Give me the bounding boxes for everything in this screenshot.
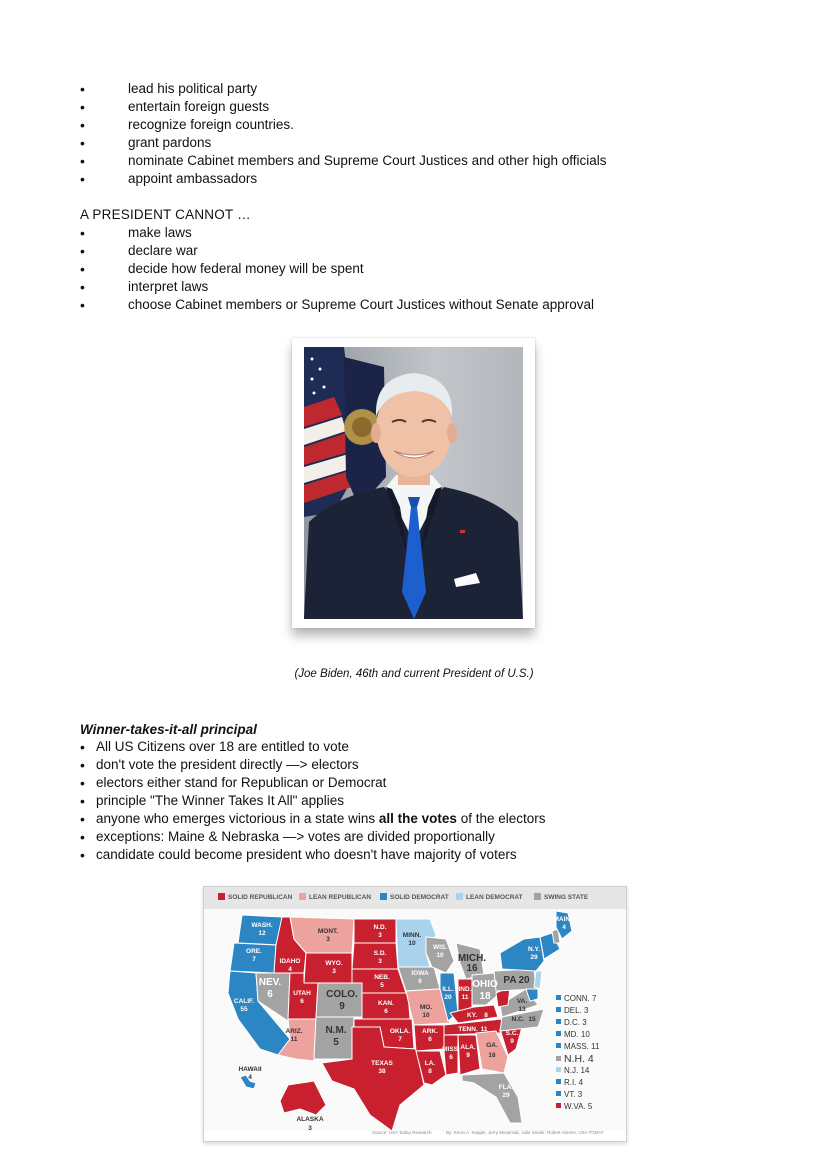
svg-text:11: 11 [290, 1036, 298, 1043]
svg-text:S.C.: S.C. [505, 1030, 519, 1037]
legend-lean-republican: LEAN REPUBLICAN [299, 893, 371, 903]
list-item: • make laws [80, 224, 594, 242]
svg-text:N.M.: N.M. [325, 1025, 347, 1036]
svg-text:MINN.: MINN. [402, 932, 422, 939]
svg-text:55: 55 [240, 1006, 248, 1013]
list-item [80, 810, 546, 828]
svg-text:IDAHO: IDAHO [279, 958, 301, 965]
portrait-illustration [304, 347, 523, 619]
legend-swing-state: SWING STATE [534, 893, 588, 903]
svg-text:OHIO: OHIO [472, 979, 498, 990]
svg-text:5: 5 [380, 982, 384, 989]
svg-text:ORE.: ORE. [246, 948, 262, 955]
map-credits: By: Kevin A. Kepple, Jerry Mosemak, Julie Snider, Robert Ahrens, USA TODAY [446, 1130, 604, 1135]
svg-text:WASH.: WASH. [251, 922, 273, 929]
svg-text:13: 13 [518, 1006, 526, 1013]
svg-text:N.C.: N.C. [511, 1016, 525, 1023]
svg-text:11: 11 [480, 1026, 488, 1033]
svg-text:6: 6 [449, 1054, 453, 1061]
legend-solid-republican: SOLID REPUBLICAN [218, 893, 292, 903]
svg-text:38: 38 [378, 1068, 386, 1075]
list-item: • candidate could become president who doesn't have majority of voters [80, 846, 546, 864]
president-portrait-photo [304, 347, 523, 619]
list-item: • interpret laws [80, 278, 594, 296]
list-item: • lead his political party [80, 80, 607, 98]
list-item: • electors either stand for Republican or Democrat [80, 774, 546, 792]
svg-text:6: 6 [418, 978, 422, 985]
svg-text:ALA.: ALA. [460, 1044, 476, 1051]
small-state-item: R.I. 4 [556, 1077, 599, 1089]
small-state-item: D.C. 3 [556, 1017, 599, 1029]
svg-text:9: 9 [466, 1052, 470, 1059]
map-legend [204, 887, 626, 909]
svg-text:20: 20 [444, 994, 452, 1001]
svg-text:PA: PA [503, 975, 517, 986]
svg-text:7: 7 [252, 956, 256, 963]
svg-text:6: 6 [267, 989, 273, 1000]
list-item: • nominate Cabinet members and Supreme Court Justices and other high officials [80, 152, 607, 170]
svg-text:3: 3 [308, 1125, 312, 1131]
svg-text:IND.: IND. [458, 986, 472, 993]
svg-text:WIS.: WIS. [432, 944, 448, 951]
list-item: • choose Cabinet members or Supreme Court Justices without Senate approval [80, 296, 594, 314]
svg-text:10: 10 [422, 1012, 430, 1019]
list-item: • appoint ambassadors [80, 170, 607, 188]
svg-text:N.Y.: N.Y. [528, 946, 540, 953]
list-item: • don't vote the president directly —> electors [80, 756, 546, 774]
electoral-map [203, 886, 627, 1142]
svg-text:NEB.: NEB. [374, 974, 390, 981]
svg-text:HAWAII: HAWAII [238, 1066, 262, 1073]
svg-text:WYO.: WYO. [325, 960, 343, 967]
svg-text:8: 8 [428, 1068, 432, 1075]
svg-text:4: 4 [248, 1074, 252, 1081]
svg-text:NEV.: NEV. [258, 977, 282, 988]
svg-text:6: 6 [300, 998, 304, 1005]
svg-text:MICH.: MICH. [457, 953, 487, 964]
svg-text:ALASKA: ALASKA [296, 1116, 324, 1123]
small-state-item: N.H. 4 [556, 1053, 599, 1065]
list-item: • declare war [80, 242, 594, 260]
svg-text:4: 4 [562, 924, 566, 931]
svg-text:TEXAS: TEXAS [371, 1060, 393, 1067]
state-nj [534, 971, 542, 989]
svg-text:4: 4 [288, 966, 292, 973]
svg-text:TENN.: TENN. [458, 1026, 478, 1033]
svg-text:8: 8 [484, 1012, 488, 1019]
svg-text:KY.: KY. [466, 1012, 478, 1019]
svg-text:CALIF.: CALIF. [233, 998, 255, 1005]
cannot-heading: A PRESIDENT CANNOT … [80, 207, 251, 222]
svg-text:29: 29 [530, 954, 538, 961]
small-state-item: N.J. 14 [556, 1065, 599, 1077]
list-item: • exceptions: Maine & Nebraska —> votes are divided proportionally [80, 828, 546, 846]
small-state-item: MASS. 11 [556, 1041, 599, 1053]
svg-text:7: 7 [398, 1036, 402, 1043]
svg-text:3: 3 [326, 936, 330, 943]
svg-text:MO.: MO. [419, 1004, 433, 1011]
legend-lean-democrat: LEAN DEMOCRAT [456, 893, 523, 903]
svg-text:3: 3 [378, 932, 382, 939]
list-item: • recognize foreign countries. [80, 116, 607, 134]
list-item: • entertain foreign guests [80, 98, 607, 116]
svg-text:MAINE: MAINE [553, 916, 575, 923]
legend-solid-democrat: SOLID DEMOCRAT [380, 893, 449, 903]
list-item: • All US Citizens over 18 are entitled to vote [80, 738, 546, 756]
svg-text:COLO.: COLO. [326, 989, 358, 1000]
president-cannot-list [80, 224, 594, 314]
svg-text:ILL.: ILL. [442, 986, 454, 993]
svg-text:3: 3 [378, 958, 382, 965]
svg-text:20: 20 [518, 975, 530, 986]
svg-text:18: 18 [479, 991, 491, 1002]
svg-text:N.D.: N.D. [373, 924, 387, 931]
svg-text:5: 5 [333, 1037, 339, 1048]
small-state-item: W.VA. 5 [556, 1101, 599, 1113]
svg-text:LA.: LA. [424, 1060, 436, 1067]
svg-text:10: 10 [408, 940, 416, 947]
svg-text:MONT.: MONT. [317, 928, 339, 935]
small-states-list [556, 993, 599, 1113]
state-wyo [304, 953, 352, 983]
winner-section-title: Winner-takes-it-all principal [80, 722, 257, 737]
portrait-photo-frame [292, 338, 535, 628]
svg-text:S.D.: S.D. [373, 950, 387, 957]
svg-text:VA.: VA. [516, 998, 528, 1005]
svg-text:IOWA: IOWA [411, 970, 429, 977]
svg-text:15: 15 [528, 1016, 536, 1023]
map-source: Source: USA Today Research [372, 1130, 432, 1135]
small-state-item: DEL. 3 [556, 1005, 599, 1017]
item-text: anyone who emerges victorious in a state wins [96, 811, 379, 826]
svg-text:KAN.: KAN. [378, 1000, 394, 1007]
svg-text:9: 9 [510, 1038, 514, 1045]
svg-text:ARIZ.: ARIZ. [285, 1028, 303, 1035]
list-item: • principle "The Winner Takes It All" applies [80, 792, 546, 810]
svg-text:FLA.: FLA. [498, 1084, 514, 1091]
svg-text:11: 11 [461, 994, 469, 1001]
president-powers-list [80, 80, 607, 188]
svg-text:ARK.: ARK. [422, 1028, 438, 1035]
svg-text:29: 29 [502, 1092, 510, 1099]
winner-principle-list [80, 738, 546, 864]
state-nd [354, 919, 396, 943]
item-text: of the electors [456, 811, 546, 826]
svg-text:MISS.: MISS. [442, 1046, 460, 1053]
small-state-item: CONN. 7 [556, 993, 599, 1005]
svg-text:3: 3 [332, 968, 336, 975]
svg-text:9: 9 [339, 1001, 345, 1012]
svg-text:10: 10 [436, 952, 444, 959]
small-state-item: VT. 3 [556, 1089, 599, 1101]
svg-text:12: 12 [258, 930, 266, 937]
svg-text:6: 6 [428, 1036, 432, 1043]
list-item: • decide how federal money will be spent [80, 260, 594, 278]
svg-text:GA.: GA. [486, 1042, 498, 1049]
photo-caption: (Joe Biden, 46th and current President of U.S.) [294, 668, 534, 680]
item-bold-text: all the votes [378, 811, 457, 826]
svg-text:OKLA.: OKLA. [389, 1028, 411, 1035]
list-item: • grant pardons [80, 134, 607, 152]
svg-text:UTAH: UTAH [293, 990, 311, 997]
small-state-item: MD. 10 [556, 1029, 599, 1041]
svg-text:6: 6 [384, 1008, 388, 1015]
svg-text:16: 16 [488, 1052, 496, 1059]
svg-text:16: 16 [466, 963, 478, 974]
